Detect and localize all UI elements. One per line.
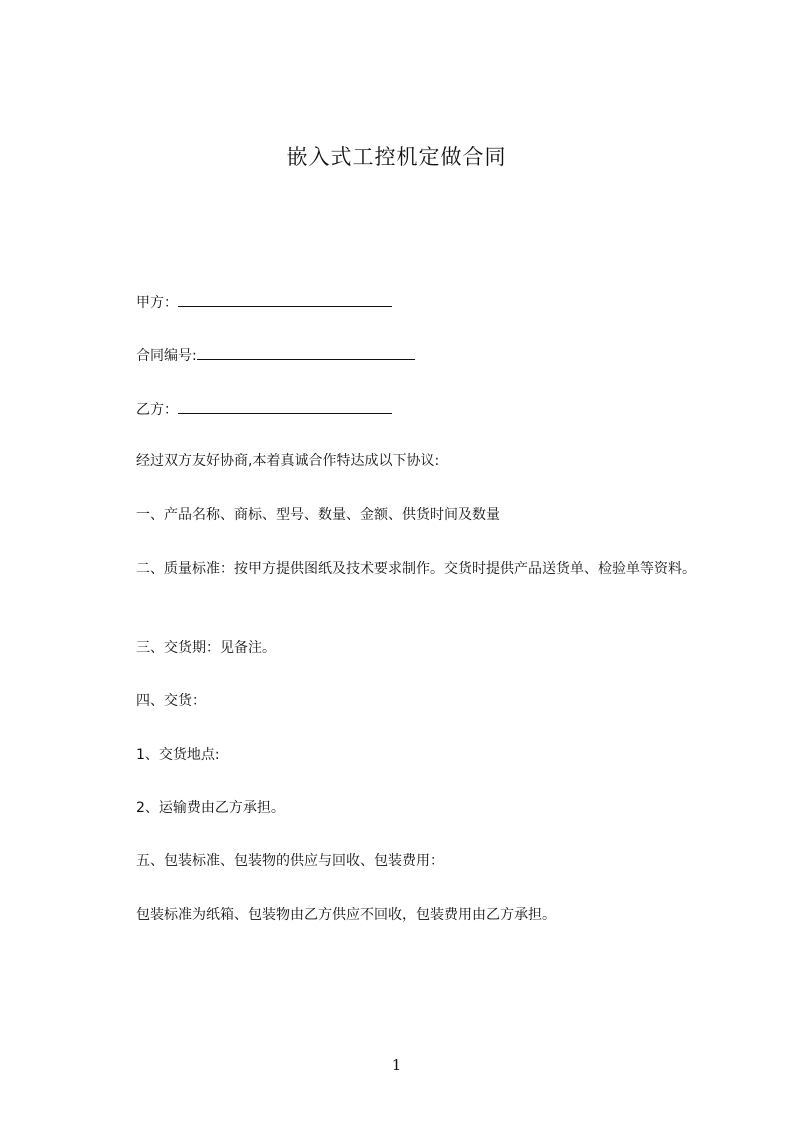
document-title: 嵌入式工控机定做合同 bbox=[286, 145, 507, 169]
section-3-heading: 三、交货期：见备注。 bbox=[136, 640, 276, 656]
section-4-heading: 四、交货： bbox=[136, 693, 206, 709]
section-5-heading: 五、包装标准、包装物的供应与回收、包装费用： bbox=[136, 853, 444, 869]
party-b-line bbox=[136, 398, 392, 420]
section-1-heading: 一、产品名称、商标、型号、数量、金额、供货时间及数量 bbox=[136, 507, 500, 523]
party-a-label: 甲方： bbox=[136, 295, 178, 311]
party-a-line bbox=[136, 291, 392, 313]
party-b-label: 乙方： bbox=[136, 402, 178, 418]
section-2-paragraph: 二、质量标准：按甲方提供图纸及技术要求制作。交货时提供产品送货单、检验单等资料。 bbox=[136, 561, 696, 577]
intro-text: 经过双方友好协商,本着真诚合作特达成以下协议: bbox=[136, 453, 440, 469]
contract-no-line bbox=[136, 344, 415, 366]
party-b-blank bbox=[178, 398, 392, 414]
item-2-text: 2、运输费由乙方承担。 bbox=[136, 800, 285, 816]
packaging-text: 包装标准为纸箱、包装物由乙方供应不回收，包装费用由乙方承担。 bbox=[136, 907, 556, 923]
item-1-text: 1、交货地点: bbox=[136, 747, 220, 763]
page-number: 1 bbox=[391, 1056, 402, 1074]
contract-no-blank bbox=[197, 344, 415, 360]
party-a-blank bbox=[178, 291, 392, 307]
contract-no-label: 合同编号: bbox=[136, 348, 197, 364]
